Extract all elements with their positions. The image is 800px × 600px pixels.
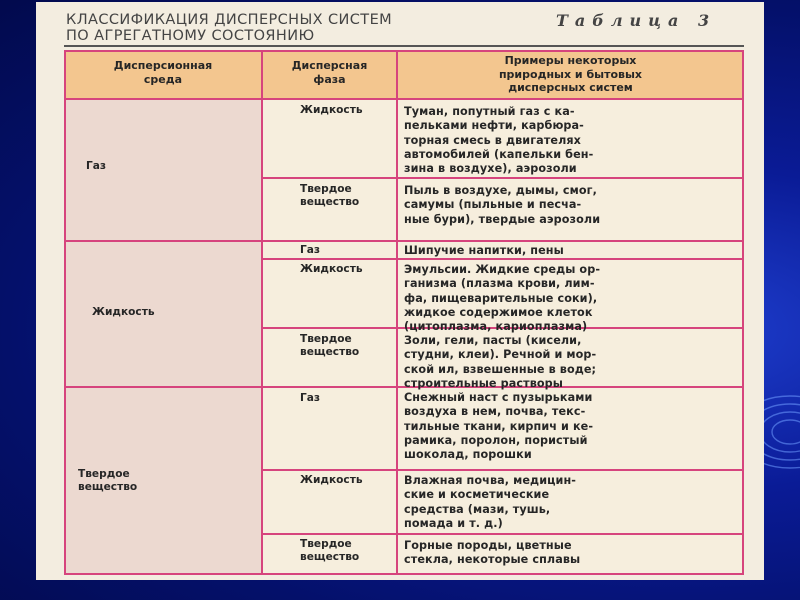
column-header-phase: Дисперсная фаза (291, 59, 368, 86)
table-number: Таблица 3 (556, 11, 717, 30)
phase-cell: Твердое вещество (300, 183, 360, 209)
phase-cell: Твердое вещество (300, 538, 360, 564)
examples-cell: Эмульсии. Жидкие среды ор- ганизма (плазма крови, лим- фа, пищеварительные соки), жидкое содержимое клеток (цитоплазма, кариоплазма) (404, 263, 601, 334)
phase-cell: Твердое вещество (300, 333, 360, 359)
medium-solid: Твердое вещество (78, 468, 138, 494)
examples-cell: Шипучие напитки, пены (404, 244, 564, 257)
phase-cell: Жидкость (300, 263, 363, 275)
table-header (36, 2, 764, 48)
phase-cell: Жидкость (300, 104, 363, 116)
phase-cell: Газ (300, 392, 321, 404)
header-rule (64, 45, 744, 47)
examples-cell: Золи, гели, пасты (кисели, студни, клеи). Речной и мор- ской ил, взвешенные в воде; строительные растворы (404, 334, 597, 390)
table-title-line-2: ПО АГРЕГАТНОМУ СОСТОЯНИЮ (66, 28, 315, 44)
medium-gas: Газ (86, 160, 107, 172)
examples-cell: Пыль в воздухе, дымы, смог, самумы (пыльные и песча- ные бури), твердые аэрозоли (404, 184, 601, 226)
table-title (66, 12, 392, 44)
textbook-page (36, 2, 764, 580)
column-header-medium: Дисперсионная среда (113, 59, 213, 86)
examples-cell: Туман, попутный газ с ка- пельками нефти, карбюра- торная смесь в двигателях автомобилей (капельки бен- зина в воздухе), аэрозоли (404, 105, 594, 176)
examples-cell: Снежный наст с пузырьками воздуха в нем, почва, текс- тильные ткани, кирпич и ке- рамика, поролон, пористый шоколад, порошки (404, 391, 594, 462)
phase-cell: Газ (300, 244, 321, 256)
examples-cell: Горные породы, цветные стекла, некоторые сплавы (404, 539, 581, 567)
examples-cell: Влажная почва, медицин- ские и косметические средства (мази, тушь, помада и т. д.) (404, 474, 577, 530)
classification-table (64, 50, 744, 575)
phase-cell: Жидкость (300, 474, 363, 486)
column-header-examples: Примеры некоторых природных и бытовых дисперсных систем (498, 54, 643, 94)
medium-liquid: Жидкость (92, 306, 155, 318)
table-title-line-1: КЛАССИФИКАЦИЯ ДИСПЕРСНЫХ СИСТЕМ (66, 12, 393, 28)
